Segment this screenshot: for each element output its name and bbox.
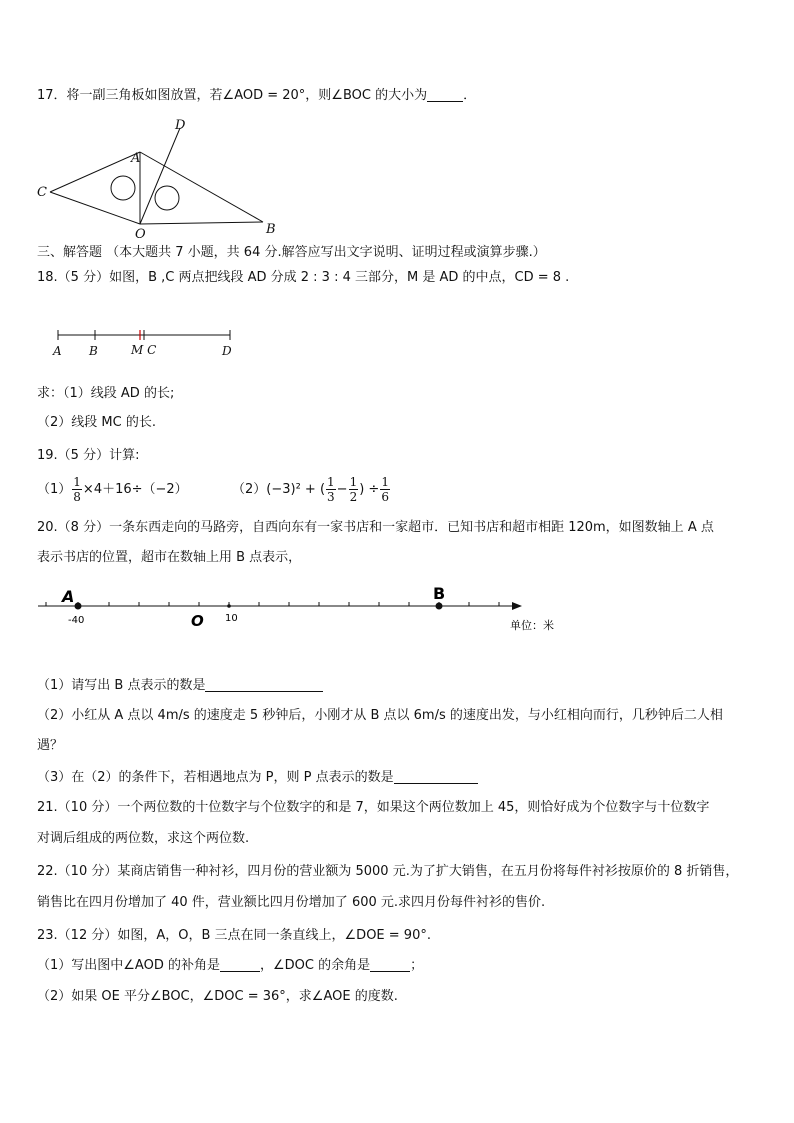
line-OB: [140, 222, 263, 224]
q23-complement-blank[interactable]: [370, 957, 410, 972]
q17-end: ．: [463, 88, 477, 103]
frac-one-eighth: $\frac{1}{8}$: [73, 475, 81, 504]
q21-line2: 对调后组成的两位数，求这个两位数.: [37, 831, 250, 846]
label-A: A: [131, 151, 141, 166]
q23-supplement-blank[interactable]: [220, 957, 260, 972]
axis-unit: 单位：米: [510, 619, 554, 632]
point-A: [75, 603, 82, 610]
label-C: C: [37, 185, 47, 200]
point-ten: [227, 604, 231, 608]
q20-part1: （1）请写出 B 点表示的数是: [37, 676, 323, 696]
q21-line1: 21.（10 分）一个两位数的十位数字与个位数字的和是 7，如果这个两位数加上 45，则恰好成为个位数字与十位数字: [37, 800, 710, 815]
segment-figure: [48, 325, 248, 361]
section-3-heading: 三、解答题 （本大题共 7 小题，共 64 分.解答应写出文字说明、证明过程或演算步骤.）: [37, 245, 546, 260]
right-circle: [155, 186, 179, 210]
line-CA: [50, 152, 140, 192]
q23-part2: （2）如果 OE 平分∠BOC，∠DOC = 36°，求∠AOE 的度数.: [37, 989, 398, 1004]
seg-label-D: D: [222, 344, 232, 358]
label-O: O: [135, 227, 146, 242]
q20-line2: 表示书店的位置，超市在数轴上用 B 点表示，: [37, 550, 302, 565]
q19-text: 19.（5 分）计算:: [37, 448, 140, 463]
q17-stem: 17．将一副三角板如图放置，若∠AOD = 20°，则∠BOC 的大小为: [37, 88, 428, 103]
line-AB: [140, 152, 263, 222]
frac-one-sixth: $\frac{1}{6}$: [381, 475, 389, 504]
axis-arrow: [512, 602, 522, 610]
q20-part2-line1: （2）小红从 A 点以 4m/s 的速度走 5 秒钟后，小刚才从 B 点以 6m/s 的速度出发，与小红相向而行，几秒钟后二人相: [37, 708, 723, 723]
q23-part1: （1）写出图中∠AOD 的补角是 ，∠DOC 的余角是 ；: [37, 958, 424, 973]
axis-label-B: B: [433, 584, 446, 603]
q20-part2-line2: 遇？: [37, 738, 64, 753]
q22-line1: 22.（10 分）某商店销售一种衬衫，四月份的营业额为 5000 元.为了扩大销售，在五月份将每件衬衫按原价的 8 折销售，: [37, 864, 739, 879]
frac-one-third: $\frac{1}{3}$: [327, 475, 335, 504]
number-line: [30, 582, 570, 634]
point-B: [436, 603, 443, 610]
triangle-figure: [30, 118, 280, 242]
q19-part1: （1） $\frac{1}{8}$ ×4＋16÷（−2）: [37, 475, 188, 504]
q20-part1-blank[interactable]: [205, 677, 323, 692]
axis-label-A: A: [62, 587, 75, 606]
axis-label-O: O: [191, 612, 204, 630]
q18-part1: 求：（1）线段 AD 的长;: [37, 386, 175, 401]
frac-one-half: $\frac{1}{2}$: [349, 475, 358, 504]
q23-text: 23.（12 分）如图，A，O，B 三点在同一条直线上，∠DOE = 90°.: [37, 928, 431, 943]
q17-answer-blank[interactable]: [427, 87, 463, 102]
q20-part3-blank[interactable]: [394, 769, 478, 784]
q22-line2: 销售比在四月份增加了 40 件，营业额比四月份增加了 600 元.求四月份每件衬衫的售价.: [37, 895, 546, 910]
label-D: D: [175, 118, 186, 133]
seg-label-MC: M C: [131, 343, 157, 357]
line-CO: [50, 192, 140, 224]
seg-label-B: B: [89, 344, 98, 358]
left-circle: [111, 176, 135, 200]
q17-text: [37, 86, 476, 106]
q18-part2: （2）线段 MC 的长.: [37, 415, 156, 430]
q18-text: 18.（5 分）如图，B ,C 两点把线段 AD 分成 2 : 3 : 4 三部分，M 是 AD 的中点，CD = 8 .: [37, 270, 570, 285]
q20-line1: 20.（8 分）一条东西走向的马路旁，自西向东有一家书店和一家超市．已知书店和超市相距 120m，如图数轴上 A 点: [37, 520, 714, 535]
axis-value-ten: 10: [225, 613, 238, 624]
line-OD: [140, 128, 180, 224]
label-B: B: [266, 222, 276, 237]
seg-label-A: A: [53, 344, 62, 358]
q20-part3: （3）在（2）的条件下，若相遇地点为 P，则 P 点表示的数是: [37, 768, 478, 788]
q19-part2: （2）(−3)² + ( $\frac{1}{3}$ − $\frac{1}{2}$ ) ÷ $\frac{1}{6}$: [232, 475, 389, 504]
axis-value-A: -40: [68, 615, 85, 626]
